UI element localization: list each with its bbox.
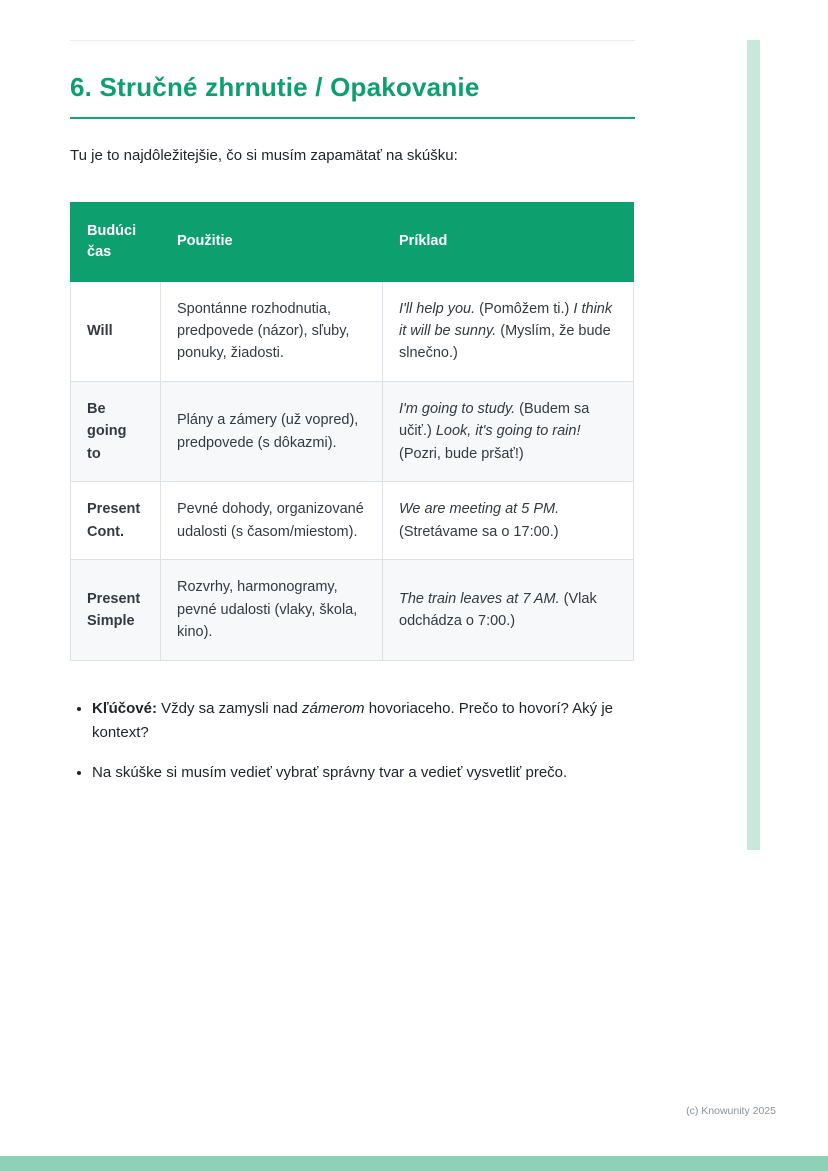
summary-table xyxy=(70,202,634,661)
cell-usage: Spontánne rozhodnutia, predpovede (názor), sľuby, ponuky, žiadosti. xyxy=(161,281,383,381)
header-cell-example: Príklad xyxy=(383,202,634,281)
right-accent-bar xyxy=(747,40,760,850)
list-item-text: Na skúške si musím vedieť vybrať správny tvar a vedieť vysvetliť prečo. xyxy=(92,763,568,781)
title-underline xyxy=(70,117,635,119)
table-row xyxy=(71,560,634,660)
key-points-list xyxy=(70,697,635,785)
table-header xyxy=(71,202,634,281)
table-row xyxy=(71,381,634,481)
header-cell-usage: Použitie xyxy=(161,202,383,281)
top-divider xyxy=(70,40,635,41)
cell-usage: Pevné dohody, organizované udalosti (s časom/miestom). xyxy=(161,482,383,560)
document-content xyxy=(70,72,635,801)
table-row xyxy=(71,281,634,381)
cell-usage: Plány a zámery (už vopred), predpovede (s dôkazmi). xyxy=(161,381,383,481)
cell-tense: Will xyxy=(71,281,161,381)
table-row xyxy=(71,482,634,560)
cell-example: I'm going to study. (Budem sa učiť.) Look, it's going to rain! (Pozri, bude pršať!) xyxy=(383,381,634,481)
list-item xyxy=(92,697,635,745)
cell-tense: Be going to xyxy=(71,381,161,481)
copyright-text: (c) Knowunity 2025 xyxy=(686,1105,776,1117)
cell-tense: Present Simple xyxy=(71,560,161,660)
list-item xyxy=(92,761,635,785)
header-cell-tense: Budúci čas xyxy=(71,202,161,281)
cell-example: I'll help you. (Pomôžem ti.) I think it will be sunny. (Myslím, že bude slnečno.) xyxy=(383,281,634,381)
cell-tense: Present Cont. xyxy=(71,482,161,560)
bottom-accent-bar xyxy=(0,1156,828,1171)
list-item-text: Kľúčové: Vždy sa zamysli nad zámerom hovoriaceho. Prečo to hovorí? Aký je kontext? xyxy=(92,699,614,741)
intro-text: Tu je to najdôležitejšie, čo si musím zapamätať na skúšku: xyxy=(70,147,458,164)
cell-usage: Rozvrhy, harmonogramy, pevné udalosti (vlaky, škola, kino). xyxy=(161,560,383,660)
cell-example: We are meeting at 5 PM. (Stretávame sa o 17:00.) xyxy=(383,482,634,560)
page-title: 6. Stručné zhrnutie / Opakovanie xyxy=(70,72,480,102)
table-body xyxy=(71,281,634,660)
cell-example: The train leaves at 7 AM. (Vlak odchádza o 7:00.) xyxy=(383,560,634,660)
table-header-row xyxy=(71,202,634,281)
